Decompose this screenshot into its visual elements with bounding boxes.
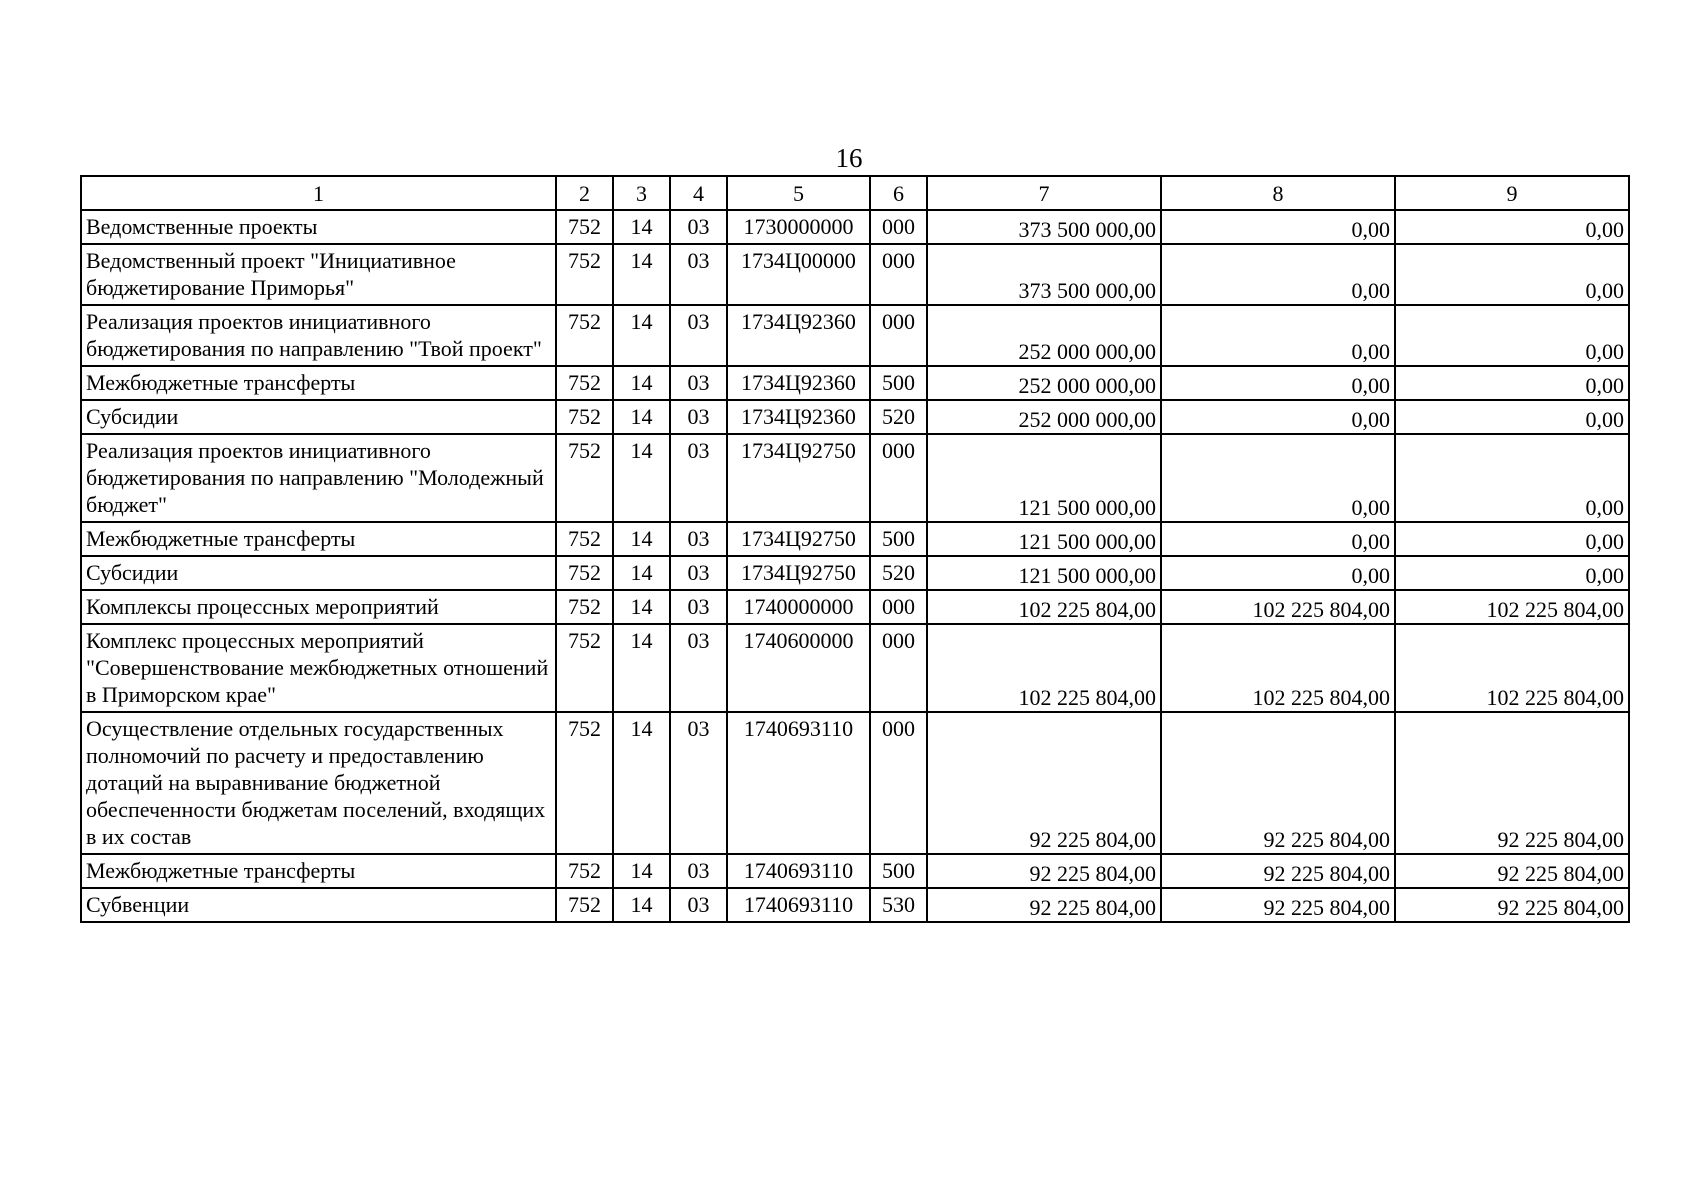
column-header-9: 9 [1395, 176, 1629, 210]
target-article-code: 1740000000 [727, 590, 870, 624]
amount-col-8: 92 225 804,00 [1161, 712, 1395, 854]
column-header-3: 3 [613, 176, 670, 210]
section-code: 14 [613, 366, 670, 400]
expense-type-code: 530 [870, 888, 927, 922]
column-header-2: 2 [556, 176, 613, 210]
row-name: Осуществление отдельных государственных полномочий по расчету и предоставлению дотаций на выравнивание бюджетной обеспеченности бюджетам поселений, входящих в их состав [81, 712, 556, 854]
subsection-code: 03 [670, 400, 727, 434]
column-header-1: 1 [81, 176, 556, 210]
amount-col-7: 373 500 000,00 [927, 210, 1161, 244]
chapter-code: 752 [556, 244, 613, 305]
table-row [81, 434, 1629, 522]
amount-col-8: 0,00 [1161, 366, 1395, 400]
table-row [81, 244, 1629, 305]
amount-col-9: 0,00 [1395, 522, 1629, 556]
row-name: Ведомственный проект "Инициативное бюджетирование Приморья" [81, 244, 556, 305]
amount-col-7: 92 225 804,00 [927, 712, 1161, 854]
column-header-8: 8 [1161, 176, 1395, 210]
section-code: 14 [613, 305, 670, 366]
table-row [81, 305, 1629, 366]
chapter-code: 752 [556, 556, 613, 590]
target-article-code: 1734Ц92750 [727, 556, 870, 590]
amount-col-7: 92 225 804,00 [927, 888, 1161, 922]
table-row [81, 522, 1629, 556]
chapter-code: 752 [556, 434, 613, 522]
amount-col-8: 0,00 [1161, 305, 1395, 366]
section-code: 14 [613, 854, 670, 888]
expense-type-code: 000 [870, 305, 927, 366]
subsection-code: 03 [670, 366, 727, 400]
subsection-code: 03 [670, 434, 727, 522]
subsection-code: 03 [670, 854, 727, 888]
expense-type-code: 000 [870, 712, 927, 854]
amount-col-9: 102 225 804,00 [1395, 590, 1629, 624]
amount-col-7: 102 225 804,00 [927, 590, 1161, 624]
amount-col-8: 92 225 804,00 [1161, 854, 1395, 888]
table-row [81, 854, 1629, 888]
amount-col-9: 0,00 [1395, 210, 1629, 244]
amount-col-8: 92 225 804,00 [1161, 888, 1395, 922]
target-article-code: 1734Ц92360 [727, 366, 870, 400]
section-code: 14 [613, 556, 670, 590]
row-name: Реализация проектов инициативного бюджетирования по направлению "Твой проект" [81, 305, 556, 366]
table-row [81, 712, 1629, 854]
expense-type-code: 500 [870, 854, 927, 888]
subsection-code: 03 [670, 556, 727, 590]
section-code: 14 [613, 434, 670, 522]
subsection-code: 03 [670, 522, 727, 556]
row-name: Межбюджетные трансферты [81, 366, 556, 400]
row-name: Субвенции [81, 888, 556, 922]
subsection-code: 03 [670, 210, 727, 244]
column-header-7: 7 [927, 176, 1161, 210]
chapter-code: 752 [556, 590, 613, 624]
amount-col-8: 0,00 [1161, 556, 1395, 590]
row-name: Межбюджетные трансферты [81, 522, 556, 556]
chapter-code: 752 [556, 400, 613, 434]
row-name: Межбюджетные трансферты [81, 854, 556, 888]
table-row [81, 366, 1629, 400]
row-name: Субсидии [81, 556, 556, 590]
target-article-code: 1734Ц00000 [727, 244, 870, 305]
amount-col-7: 252 000 000,00 [927, 366, 1161, 400]
chapter-code: 752 [556, 366, 613, 400]
expense-type-code: 000 [870, 434, 927, 522]
expense-type-code: 000 [870, 244, 927, 305]
section-code: 14 [613, 712, 670, 854]
chapter-code: 752 [556, 624, 613, 712]
amount-col-7: 121 500 000,00 [927, 434, 1161, 522]
table-body [81, 210, 1629, 922]
amount-col-7: 373 500 000,00 [927, 244, 1161, 305]
amount-col-7: 252 000 000,00 [927, 400, 1161, 434]
amount-col-8: 0,00 [1161, 400, 1395, 434]
subsection-code: 03 [670, 244, 727, 305]
chapter-code: 752 [556, 854, 613, 888]
section-code: 14 [613, 400, 670, 434]
amount-col-8: 102 225 804,00 [1161, 624, 1395, 712]
expense-type-code: 000 [870, 624, 927, 712]
chapter-code: 752 [556, 522, 613, 556]
target-article-code: 1730000000 [727, 210, 870, 244]
amount-col-8: 0,00 [1161, 210, 1395, 244]
chapter-code: 752 [556, 210, 613, 244]
amount-col-9: 0,00 [1395, 434, 1629, 522]
table-row [81, 210, 1629, 244]
amount-col-9: 102 225 804,00 [1395, 624, 1629, 712]
expense-type-code: 500 [870, 366, 927, 400]
subsection-code: 03 [670, 305, 727, 366]
row-name: Субсидии [81, 400, 556, 434]
row-name: Реализация проектов инициативного бюджетирования по направлению "Молодежный бюджет" [81, 434, 556, 522]
section-code: 14 [613, 888, 670, 922]
amount-col-8: 0,00 [1161, 244, 1395, 305]
expense-type-code: 000 [870, 590, 927, 624]
amount-col-7: 121 500 000,00 [927, 556, 1161, 590]
subsection-code: 03 [670, 712, 727, 854]
amount-col-9: 0,00 [1395, 556, 1629, 590]
section-code: 14 [613, 590, 670, 624]
expense-type-code: 520 [870, 400, 927, 434]
page-number: 16 [835, 143, 863, 173]
header-row [81, 176, 1629, 210]
chapter-code: 752 [556, 712, 613, 854]
amount-col-9: 0,00 [1395, 305, 1629, 366]
section-code: 14 [613, 522, 670, 556]
amount-col-7: 102 225 804,00 [927, 624, 1161, 712]
target-article-code: 1740600000 [727, 624, 870, 712]
amount-col-9: 92 225 804,00 [1395, 854, 1629, 888]
expense-type-code: 520 [870, 556, 927, 590]
amount-col-8: 102 225 804,00 [1161, 590, 1395, 624]
amount-col-7: 252 000 000,00 [927, 305, 1161, 366]
amount-col-8: 0,00 [1161, 522, 1395, 556]
amount-col-9: 0,00 [1395, 366, 1629, 400]
chapter-code: 752 [556, 888, 613, 922]
target-article-code: 1734Ц92750 [727, 522, 870, 556]
subsection-code: 03 [670, 624, 727, 712]
section-code: 14 [613, 210, 670, 244]
target-article-code: 1734Ц92360 [727, 400, 870, 434]
column-header-6: 6 [870, 176, 927, 210]
section-code: 14 [613, 244, 670, 305]
chapter-code: 752 [556, 305, 613, 366]
subsection-code: 03 [670, 590, 727, 624]
amount-col-9: 92 225 804,00 [1395, 888, 1629, 922]
row-name: Комплексы процессных мероприятий [81, 590, 556, 624]
column-header-5: 5 [727, 176, 870, 210]
table-row [81, 624, 1629, 712]
expense-type-code: 000 [870, 210, 927, 244]
amount-col-7: 121 500 000,00 [927, 522, 1161, 556]
table-row [81, 590, 1629, 624]
target-article-code: 1740693110 [727, 712, 870, 854]
column-header-4: 4 [670, 176, 727, 210]
table-row [81, 400, 1629, 434]
amount-col-9: 0,00 [1395, 244, 1629, 305]
expense-type-code: 500 [870, 522, 927, 556]
table-row [81, 556, 1629, 590]
budget-table [80, 175, 1630, 923]
row-name: Ведомственные проекты [81, 210, 556, 244]
target-article-code: 1734Ц92750 [727, 434, 870, 522]
amount-col-7: 92 225 804,00 [927, 854, 1161, 888]
target-article-code: 1740693110 [727, 854, 870, 888]
target-article-code: 1734Ц92360 [727, 305, 870, 366]
target-article-code: 1740693110 [727, 888, 870, 922]
subsection-code: 03 [670, 888, 727, 922]
amount-col-8: 0,00 [1161, 434, 1395, 522]
amount-col-9: 92 225 804,00 [1395, 712, 1629, 854]
section-code: 14 [613, 624, 670, 712]
amount-col-9: 0,00 [1395, 400, 1629, 434]
row-name: Комплекс процессных мероприятий "Совершенствование межбюджетных отношений в Приморском крае" [81, 624, 556, 712]
table-row [81, 888, 1629, 922]
